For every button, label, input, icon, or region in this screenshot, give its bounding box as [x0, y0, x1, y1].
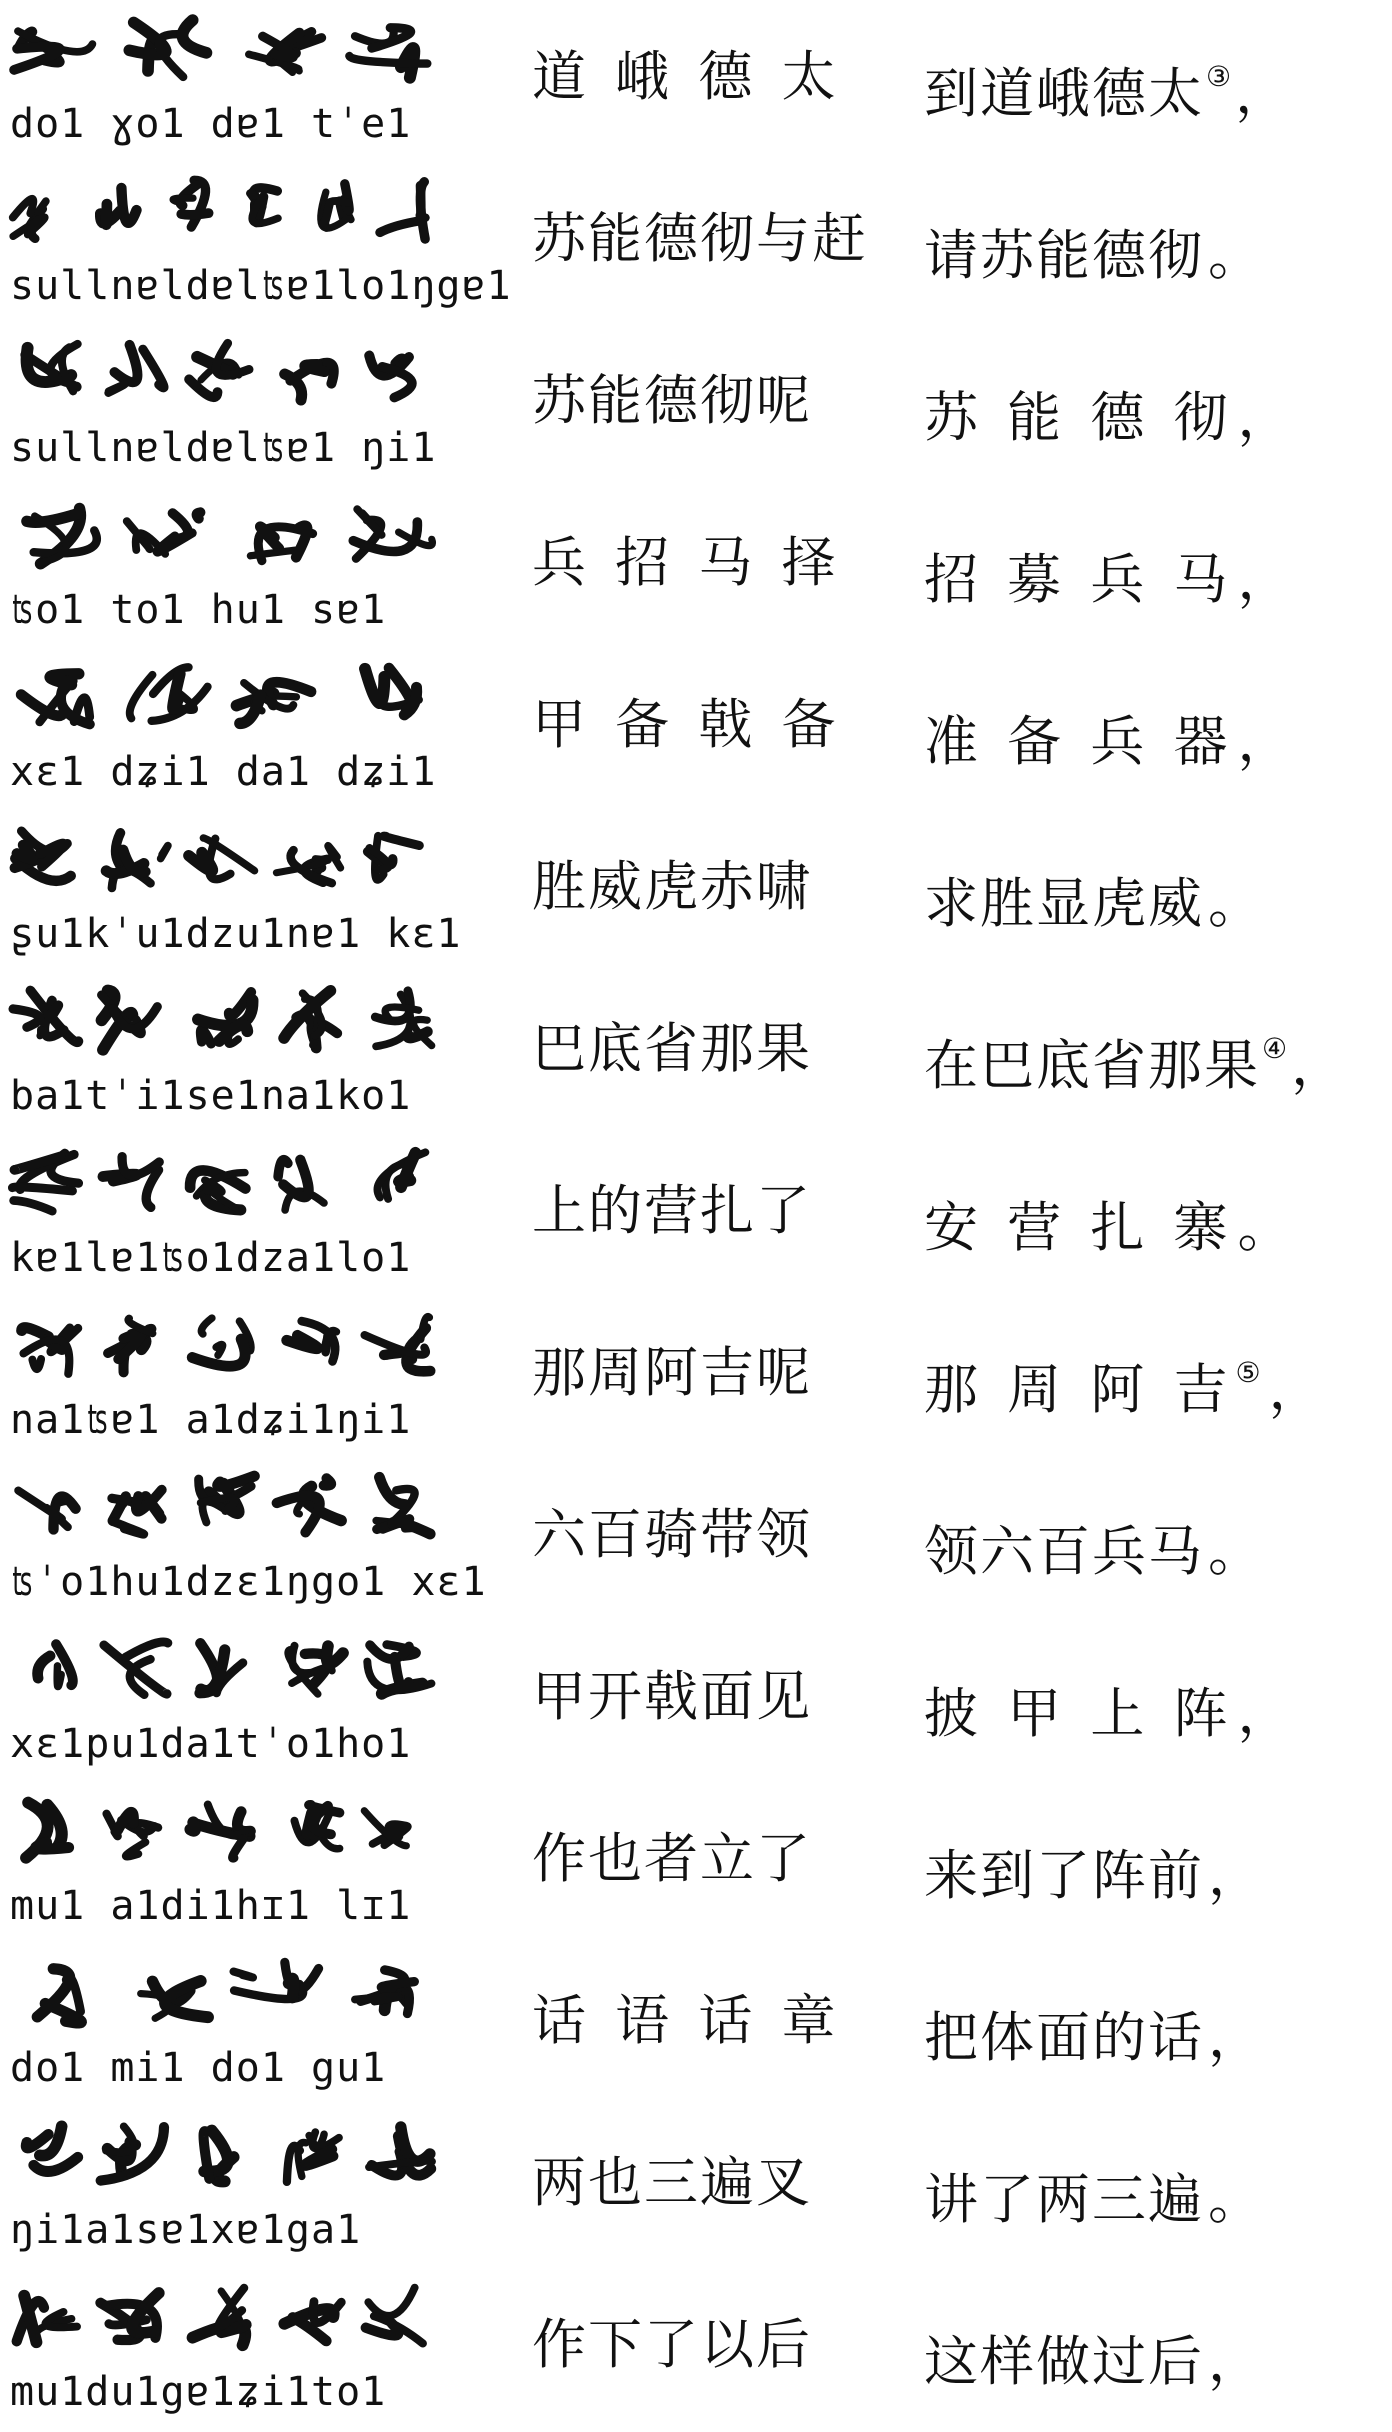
poem-line [0, 1300, 1392, 1460]
yi-glyph [367, 1645, 431, 1694]
yi-glyph [26, 2126, 78, 2171]
punctuation: ， [1237, 386, 1298, 449]
romanization: ba1tˈi1se1na1ko1 [10, 1073, 412, 1119]
yi-glyph-image [6, 818, 446, 908]
yi-glyph [106, 833, 168, 888]
yi-script-column [6, 2114, 446, 2264]
yi-glyph-image [6, 1952, 446, 2042]
translation-text: 把体面的话 [924, 2006, 1204, 2069]
yi-script-column [6, 1790, 446, 1940]
yi-glyph [101, 2293, 159, 2340]
yi-glyph-image [6, 1466, 446, 1556]
yi-glyph [12, 1153, 78, 1211]
yi-glyph [250, 188, 278, 224]
yi-glyph [284, 2302, 341, 2341]
yi-glyph [193, 2288, 246, 2345]
yi-glyph [198, 992, 253, 1044]
yi-script-column [6, 980, 446, 1130]
poem-line [0, 1948, 1392, 2108]
yi-glyph [287, 2132, 339, 2182]
yi-glyph [17, 2296, 77, 2343]
yi-glyph [112, 1490, 162, 1534]
yi-glyph [129, 20, 206, 77]
translation-text: 招 募 兵 马 [924, 548, 1234, 611]
yi-glyph [234, 1962, 319, 1999]
poem-line [0, 2272, 1392, 2432]
yi-glyph [287, 1321, 337, 1361]
free-translation [924, 366, 1298, 453]
yi-glyph [365, 668, 419, 715]
yi-glyph [21, 674, 90, 725]
yi-glyph [13, 991, 78, 1043]
romanization: ʦo1 to1 hu1 sɐ1 [10, 587, 387, 633]
free-translation [924, 42, 1291, 129]
yi-glyph [366, 2288, 423, 2344]
yi-glyph [102, 991, 158, 1050]
yi-script-column [6, 1466, 487, 1616]
yi-script-column [6, 494, 446, 644]
punctuation: ， [1235, 62, 1292, 125]
romanization: xɛ1 dʑi1 da1 dʑi1 [10, 749, 437, 795]
yi-glyph-image [6, 2276, 446, 2366]
romanization: do1 ɣo1 dɐ1 tˈe1 [10, 101, 412, 147]
poem-line [0, 814, 1392, 974]
literal-gloss: 作也者立了 [532, 1827, 812, 1890]
free-translation [924, 1824, 1264, 1911]
literal-gloss: 巴底省那果 [532, 1017, 812, 1080]
punctuation: ， [1291, 1034, 1348, 1097]
punctuation: ， [1208, 2006, 1264, 2069]
yi-glyph-image [6, 1790, 446, 1880]
yi-glyph [199, 1476, 255, 1522]
yi-glyph [101, 2126, 164, 2180]
literal-gloss: 道 峨 德 太 [532, 45, 842, 108]
yi-glyph [375, 991, 431, 1047]
poem-line [0, 1138, 1392, 1298]
yi-glyph [192, 1318, 251, 1366]
yi-glyph [250, 526, 312, 561]
yi-glyph [349, 28, 427, 78]
yi-glyph [22, 1328, 78, 1374]
translation-text: 请苏能德彻 [924, 224, 1204, 287]
free-translation [924, 1500, 1264, 1587]
translation-text: 讲了两三遍 [924, 2168, 1204, 2231]
yi-glyph [278, 1160, 324, 1210]
yi-script-column [6, 1628, 446, 1778]
yi-script-column [6, 170, 512, 320]
romanization: mu1du1gɐ1ʑi1to1 [10, 2369, 387, 2415]
yi-glyph [189, 343, 249, 397]
punctuation: ， [1237, 710, 1298, 773]
poem-line [0, 1786, 1392, 1946]
yi-script-column [6, 1142, 446, 1292]
yi-glyph [285, 363, 334, 400]
yi-glyph [368, 836, 420, 880]
punctuation: 。 [1208, 2168, 1264, 2231]
translation-text: 来到了阵前 [924, 1844, 1204, 1907]
poem-line [0, 976, 1392, 1136]
translation-text: 那 周 阿 吉 [924, 1358, 1234, 1421]
yi-glyph [369, 2127, 432, 2175]
yi-script-column [6, 332, 446, 482]
poem-line [0, 490, 1392, 650]
yi-glyph [189, 838, 255, 879]
translation-text: 领六百兵马 [924, 1520, 1204, 1583]
translation-text: 安 营 扎 寨 [924, 1196, 1234, 1259]
punctuation: 。 [1208, 872, 1264, 935]
free-translation [924, 204, 1264, 291]
yi-glyph [25, 344, 78, 391]
romanization: ʂu1kˈu1dzu1nɐ1 kɛ1 [10, 911, 462, 957]
literal-gloss: 苏能德彻与赶 [532, 207, 868, 270]
romanization: ʦˈo1hu1dzɛ1ŋgo1 xɛ1 [10, 1559, 487, 1605]
yi-glyph [130, 667, 208, 721]
yi-glyph [204, 2131, 234, 2182]
literal-gloss: 话 语 话 章 [532, 1989, 842, 2052]
punctuation: ， [1237, 548, 1298, 611]
yi-glyph-image [6, 494, 446, 584]
punctuation: ， [1268, 1358, 1329, 1421]
romanization: do1 mi1 do1 gu1 [10, 2045, 387, 2091]
romanization: sullnɐldɐlʦɐ1lo1ŋgɐ1 [10, 263, 512, 309]
yi-glyph [13, 199, 46, 239]
yi-glyph [190, 1170, 245, 1209]
free-translation [924, 1014, 1347, 1101]
yi-glyph [369, 356, 412, 398]
yi-glyph [284, 991, 337, 1048]
yi-glyph-image [6, 8, 446, 98]
yi-glyph-image [6, 656, 446, 746]
yi-glyph [321, 184, 351, 228]
yi-glyph [365, 1317, 431, 1372]
poem-line [0, 1624, 1392, 1784]
free-translation [924, 528, 1298, 615]
poem-line [0, 1462, 1392, 1622]
yi-script-column [6, 2276, 446, 2426]
punctuation: 。 [1237, 1196, 1298, 1259]
yi-glyph [27, 509, 97, 564]
free-translation [924, 852, 1264, 939]
yi-glyph [104, 1642, 168, 1695]
poem-line [0, 166, 1392, 326]
translation-text: 苏 能 德 彻 [924, 386, 1234, 449]
yi-glyph [108, 1318, 153, 1372]
literal-gloss: 苏能德彻呢 [532, 369, 812, 432]
literal-gloss: 两也三遍叉 [532, 2151, 812, 2214]
yi-glyph-image [6, 1142, 446, 1232]
free-translation [924, 1176, 1298, 1263]
yi-glyph [364, 1811, 408, 1846]
yi-glyph [380, 182, 426, 239]
footnote-marker: ⑤ [1235, 1356, 1267, 1389]
yi-glyph [190, 1805, 250, 1859]
yi-glyph [249, 32, 322, 73]
free-translation [924, 690, 1298, 777]
yi-glyph [141, 1981, 208, 2018]
translation-text: 求胜显虎威 [924, 872, 1204, 935]
translation-text: 在巴底省那果 [924, 1034, 1260, 1097]
translation-text: 到道峨德太 [924, 62, 1204, 125]
yi-glyph [15, 831, 71, 881]
yi-glyph [127, 512, 201, 554]
free-translation [924, 1338, 1329, 1425]
poem-line [0, 652, 1392, 812]
yi-glyph-image [6, 2114, 446, 2204]
yi-glyph [173, 180, 209, 227]
yi-glyph [276, 846, 340, 883]
poem-line [0, 2110, 1392, 2270]
yi-glyph [277, 1478, 341, 1532]
yi-script-column [6, 1952, 446, 2102]
yi-glyph [14, 31, 92, 70]
translation-text: 披 甲 上 阵 [924, 1682, 1234, 1745]
romanization: sullnɐldɐlʦɐ1 ŋi1 [10, 425, 437, 471]
footnote-marker: ④ [1262, 1032, 1290, 1065]
yi-glyph [107, 1812, 159, 1856]
romanization: na1ʦɐ1 a1dʑi1ŋi1 [10, 1397, 412, 1443]
punctuation: 。 [1208, 1520, 1264, 1583]
yi-glyph [237, 682, 312, 723]
yi-glyph [18, 1491, 75, 1530]
literal-gloss: 上的营扎了 [532, 1179, 812, 1242]
punctuation: ， [1208, 1844, 1264, 1907]
yi-glyph [38, 1644, 73, 1686]
yi-glyph-image [6, 332, 446, 422]
yi-glyph [200, 1643, 243, 1693]
literal-gloss: 六百骑带领 [532, 1503, 812, 1566]
yi-script-column [6, 1304, 446, 1454]
literal-gloss: 甲 备 戟 备 [532, 693, 842, 756]
yi-script-column [6, 818, 462, 968]
yi-glyph-image [6, 980, 446, 1070]
free-translation [924, 2148, 1264, 2235]
romanization: xɛ1pu1da1tˈo1ho1 [10, 1721, 412, 1767]
yi-glyph [288, 1646, 343, 1694]
yi-glyph-image [6, 1628, 446, 1718]
romanization: mu1 a1di1hɪ1 lɪ1 [10, 1883, 412, 1929]
yi-glyph [108, 345, 164, 393]
yi-glyph-image [6, 1304, 446, 1394]
yi-script-column [6, 8, 446, 158]
romanization: kɐ1lɐ1ʦo1dza1lo1 [10, 1235, 412, 1281]
translation-text: 这样做过后 [924, 2330, 1204, 2393]
yi-glyph [378, 1152, 426, 1199]
yi-glyph [103, 1157, 159, 1208]
punctuation: ， [1237, 1682, 1298, 1745]
yi-glyph [376, 1477, 430, 1534]
yi-glyph [355, 1970, 414, 2014]
translation-text: 准 备 兵 器 [924, 710, 1234, 773]
literal-gloss: 胜威虎赤啸 [532, 855, 812, 918]
free-translation [924, 1662, 1298, 1749]
literal-gloss: 作下了以后 [532, 2313, 812, 2376]
poem-line [0, 4, 1392, 164]
yi-glyph [353, 509, 432, 558]
yi-glyph [26, 1803, 69, 1858]
footnote-marker: ③ [1206, 60, 1234, 93]
literal-gloss: 甲开戟面见 [532, 1665, 812, 1728]
yi-glyph [37, 1969, 81, 2023]
literal-gloss: 兵 招 马 择 [532, 531, 842, 594]
punctuation: ， [1208, 2330, 1264, 2393]
poem-line [0, 328, 1392, 488]
yi-glyph-image [6, 170, 446, 260]
yi-glyph [294, 1805, 339, 1849]
literal-gloss: 那周阿吉呢 [532, 1341, 812, 1404]
punctuation: 。 [1208, 224, 1264, 287]
free-translation [924, 1986, 1264, 2073]
yi-glyph [100, 188, 136, 225]
free-translation [924, 2310, 1264, 2397]
romanization: ŋi1a1sɐ1xɐ1ga1 [10, 2207, 362, 2253]
yi-script-column [6, 656, 446, 806]
